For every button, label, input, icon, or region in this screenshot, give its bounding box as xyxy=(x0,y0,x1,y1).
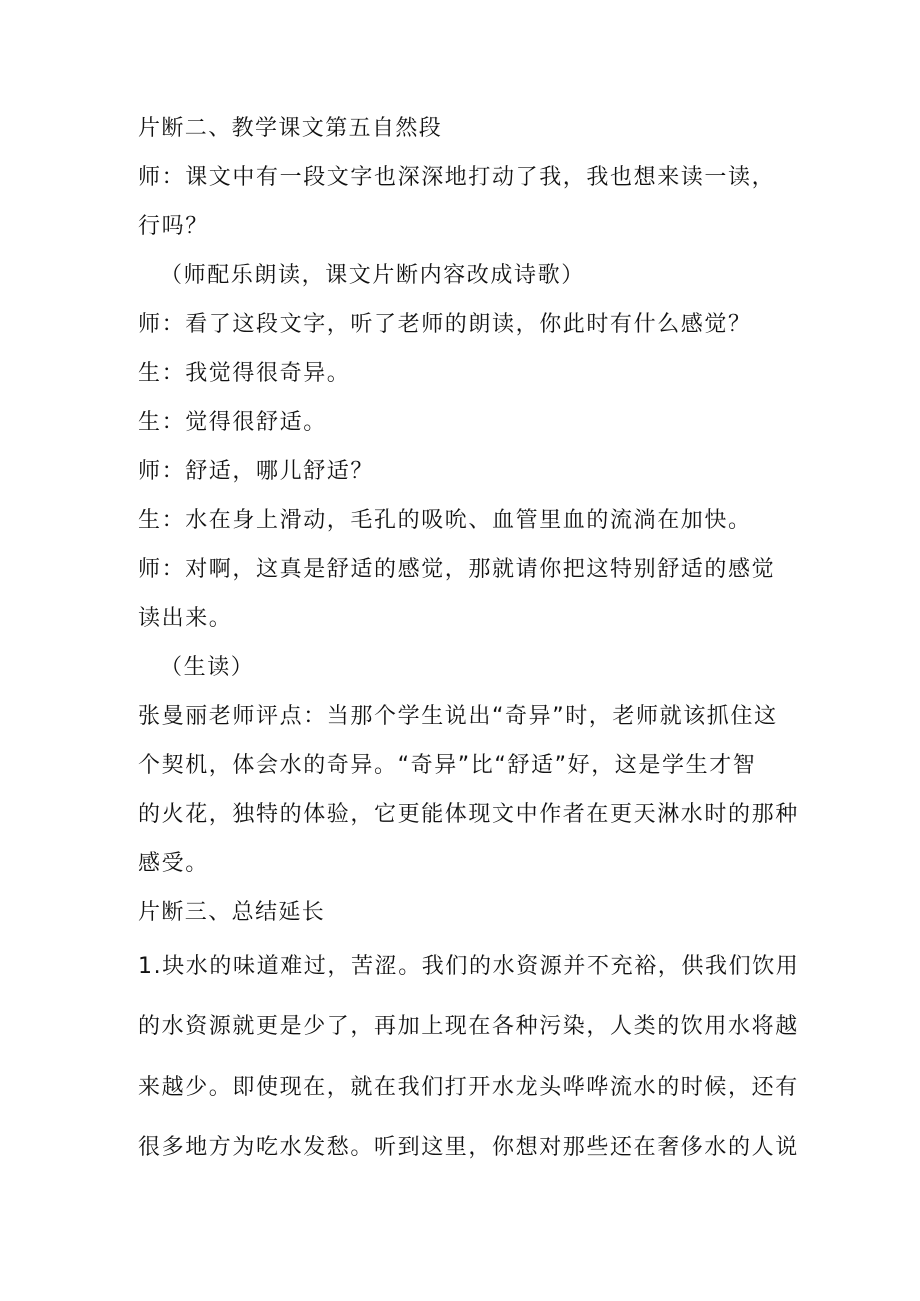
section-heading-fragment-2: 片断二、教学课文第五自然段 xyxy=(138,116,443,141)
stage-direction: （师配乐朗读，课文片断内容改成诗歌） xyxy=(160,263,585,288)
commentary-line: 感受。 xyxy=(138,851,209,876)
paragraph-line: 师：课文中有一段文字也深深地打动了我，我也想来读一读， xyxy=(138,165,776,190)
paragraph-line: 来越少。即使现在，就在我们打开水龙头哗哗流水的时候，还有 xyxy=(138,1075,799,1100)
commentary-line: 张曼丽老师评点：当那个学生说出“奇异”时，老师就该抓住这 xyxy=(138,704,778,729)
paragraph-line: 师：舒适，哪儿舒适？ xyxy=(138,459,375,484)
paragraph-line: 师：看了这段文字，听了老师的朗读，你此时有什么感觉？ xyxy=(138,312,752,337)
section-heading-fragment-3: 片断三、总结延长 xyxy=(138,900,326,925)
commentary-line: 的火花，独特的体验，它更能体现文中作者在更天淋水时的那种 xyxy=(138,802,799,827)
paragraph-line: 生：觉得很舒适。 xyxy=(138,410,327,435)
paragraph-line: 生：水在身上滑动，毛孔的吸吮、血管里血的流淌在加快。 xyxy=(138,508,752,533)
paragraph-line: 1.块水的味道难过，苦涩。我们的水资源并不充裕，供我们饮用 xyxy=(138,954,800,979)
paragraph-line: 的水资源就更是少了，再加上现在各种污染，人类的饮用水将越 xyxy=(138,1014,799,1039)
paragraph-line: 行吗？ xyxy=(138,214,209,239)
paragraph-line: 读出来。 xyxy=(138,606,233,631)
paragraph-line: 生：我觉得很奇异。 xyxy=(138,361,351,386)
paragraph-line: 师：对啊，这真是舒适的感觉，那就请你把这特别舒适的感觉 xyxy=(138,557,776,582)
paragraph-line: 很多地方为吃水发愁。听到这里，你想对那些还在奢侈水的人说 xyxy=(138,1135,799,1160)
stage-direction: （生读） xyxy=(160,655,255,680)
commentary-line: 个契机，体会水的奇异。“奇异”比“舒适”好，这是学生才智 xyxy=(138,753,757,778)
